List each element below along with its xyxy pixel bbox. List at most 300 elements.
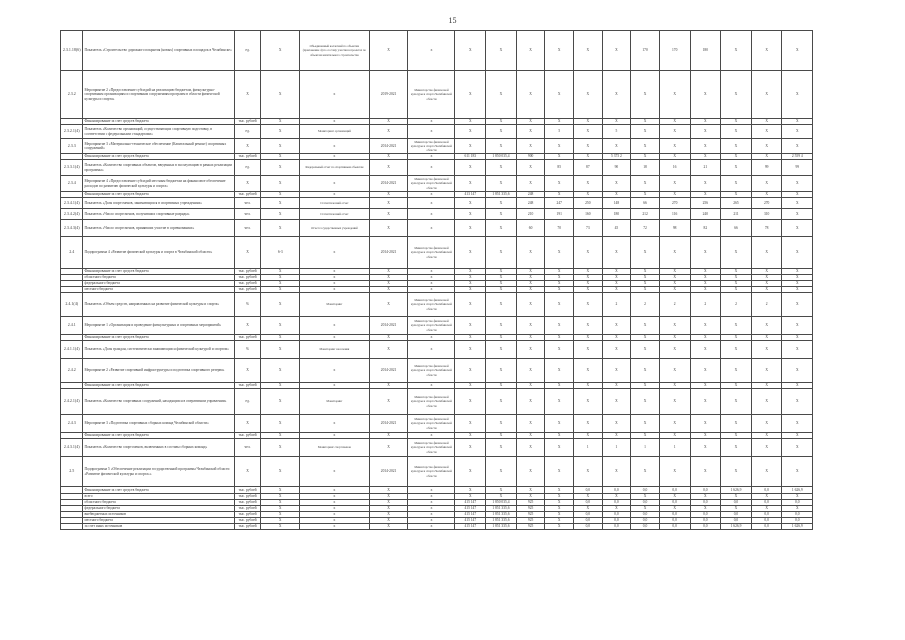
cell-c17: X xyxy=(721,125,752,139)
cell-c11: X xyxy=(545,439,574,457)
cell-c18: X xyxy=(751,433,782,439)
cell-c5: Статистический отчет xyxy=(300,209,370,220)
cell-c19: X xyxy=(782,335,813,341)
cell-c8: X xyxy=(455,383,486,389)
cell-c15: X xyxy=(659,457,690,487)
cell-c8: X xyxy=(455,293,486,317)
cell-c6: X xyxy=(369,119,408,125)
cell-c17: X xyxy=(721,71,752,119)
cell-c14: X xyxy=(631,335,660,341)
cell-c13: X xyxy=(602,433,631,439)
cell-c5: Объединенный коллегией по объектам (приложение 4) по составу участия в проектах по объектам капитального строительства xyxy=(300,31,370,71)
cell-c10: X xyxy=(516,494,545,500)
cell-c5: X xyxy=(300,457,370,487)
cell-c19: X xyxy=(782,494,813,500)
cell-unit: тыс. рублей xyxy=(234,383,261,389)
cell-c4: X xyxy=(261,512,300,518)
cell-c12: X xyxy=(574,494,603,500)
cell-c7: X xyxy=(408,154,455,160)
cell-unit: % xyxy=(234,341,261,359)
cell-num: 2.4.3.1(4) xyxy=(61,439,83,457)
cell-c9: X xyxy=(486,119,517,125)
cell-num: 2.3.3 xyxy=(61,139,83,154)
cell-c6: X xyxy=(369,269,408,275)
cell-c17: X xyxy=(721,433,752,439)
cell-c13: X xyxy=(602,383,631,389)
cell-c18: X xyxy=(751,119,782,125)
cell-c13: X xyxy=(602,317,631,335)
cell-c11: X xyxy=(545,487,574,494)
cell-c19: X xyxy=(782,119,813,125)
cell-text: Показатель «Количество спортивных объектов, введенных в эксплуатацию в рамках реализации программы» xyxy=(83,160,234,176)
cell-c5: X xyxy=(300,139,370,154)
cell-c13: 90 xyxy=(602,160,631,176)
cell-c10: X xyxy=(516,389,545,415)
cell-c9: X xyxy=(486,439,517,457)
cell-c11: X xyxy=(545,154,574,160)
cell-c15: X xyxy=(659,176,690,192)
cell-c14: X xyxy=(631,237,660,269)
cell-text: местного бюджета xyxy=(83,518,234,524)
cell-c13: 5 xyxy=(602,125,631,139)
cell-c17: X xyxy=(721,192,752,198)
cell-num: 2.4.1 xyxy=(61,317,83,335)
cell-c18: X xyxy=(751,125,782,139)
cell-c4: X xyxy=(261,209,300,220)
cell-c17: 265 xyxy=(721,198,752,209)
cell-c10: X xyxy=(516,31,545,71)
cell-c13: X xyxy=(602,71,631,119)
cell-c12: X xyxy=(574,154,603,160)
cell-c16: X xyxy=(690,457,721,487)
cell-c17: X xyxy=(721,154,752,160)
cell-c15: X xyxy=(659,506,690,512)
cell-c14: 0,0 xyxy=(631,487,660,494)
cell-c5: X xyxy=(300,287,370,293)
cell-c9: X xyxy=(486,281,517,287)
cell-c19: 0,0 xyxy=(782,512,813,518)
cell-c19: 99 xyxy=(782,160,813,176)
cell-c4: X xyxy=(261,457,300,487)
cell-c16: 0,0 xyxy=(690,487,721,494)
cell-c18: 0,0 xyxy=(751,524,782,530)
cell-c15: X xyxy=(659,71,690,119)
cell-c6: X xyxy=(369,220,408,237)
cell-c4: X xyxy=(261,494,300,500)
cell-c12: X xyxy=(574,287,603,293)
cell-c10: X xyxy=(516,335,545,341)
cell-c4: X xyxy=(261,71,300,119)
cell-c13: 45 xyxy=(602,220,631,237)
cell-c16: X xyxy=(690,415,721,433)
cell-c17: X xyxy=(721,269,752,275)
cell-c19: X xyxy=(782,506,813,512)
cell-unit: чел. xyxy=(234,209,261,220)
cell-c17: 66 xyxy=(721,220,752,237)
cell-c17: X xyxy=(721,139,752,154)
cell-unit: ед. xyxy=(234,31,261,71)
cell-c11: X xyxy=(545,506,574,512)
cell-c17: X xyxy=(721,317,752,335)
cell-unit: тыс. рублей xyxy=(234,154,261,160)
cell-c15: X xyxy=(659,415,690,433)
cell-c9: X xyxy=(486,220,517,237)
cell-c5: X xyxy=(300,433,370,439)
cell-c9: 1 851 335,6 xyxy=(486,518,517,524)
cell-c10: X xyxy=(516,119,545,125)
cell-c6: X xyxy=(369,125,408,139)
cell-c7: X xyxy=(408,192,455,198)
cell-text: Финансирование за счет средств бюджета xyxy=(83,487,234,494)
cell-unit: X xyxy=(234,139,261,154)
cell-c13: X xyxy=(602,506,631,512)
cell-c13: X xyxy=(602,341,631,359)
cell-c10: X xyxy=(516,176,545,192)
cell-text: Показатель «Количество спортсменов, включенных в составы сборных команд» xyxy=(83,439,234,457)
cell-c5: Федеральный отчет по спортивным объектам xyxy=(300,160,370,176)
table-row xyxy=(61,317,846,335)
cell-c4: X xyxy=(261,500,300,506)
cell-c4: X xyxy=(261,389,300,415)
cell-c17: X xyxy=(721,389,752,415)
cell-c6: X xyxy=(369,192,408,198)
cell-text: Показатель «Число спортсменов, получивших спортивные разряды» xyxy=(83,209,234,220)
cell-c14: 72 xyxy=(631,220,660,237)
cell-unit: тыс. рублей xyxy=(234,192,261,198)
cell-c16: 180 xyxy=(690,31,721,71)
cell-c19: X xyxy=(782,275,813,281)
cell-c15: 116 xyxy=(659,209,690,220)
page-number: 15 xyxy=(448,16,457,25)
cell-c4: 6-3 xyxy=(261,237,300,269)
cell-c12: 250 xyxy=(574,198,603,209)
cell-c19: X xyxy=(782,176,813,192)
cell-c15: X xyxy=(659,317,690,335)
cell-unit: тыс. рублей xyxy=(234,335,261,341)
cell-c14: X xyxy=(631,125,660,139)
cell-c15: 16 xyxy=(659,160,690,176)
cell-c4: X xyxy=(261,506,300,512)
cell-c7: X xyxy=(408,275,455,281)
cell-c12: X xyxy=(574,119,603,125)
cell-num: 2.4.2.1(4) xyxy=(61,389,83,415)
cell-c9: X xyxy=(486,341,517,359)
cell-c18: 0,0 xyxy=(751,512,782,518)
cell-c15: 98 xyxy=(659,220,690,237)
cell-num: 2.4.3 xyxy=(61,415,83,433)
cell-c12: 1 xyxy=(574,439,603,457)
cell-c7: X xyxy=(408,125,455,139)
cell-c17: X xyxy=(721,506,752,512)
cell-c9: X xyxy=(486,31,517,71)
cell-c11: X xyxy=(545,192,574,198)
cell-c6: X xyxy=(369,160,408,176)
cell-c18: X xyxy=(751,506,782,512)
cell-c9: X xyxy=(486,287,517,293)
cell-c15: X xyxy=(659,269,690,275)
cell-text: Показатель «Количество спортивных сооружений, находящихся в оперативном управлении» xyxy=(83,389,234,415)
cell-c14: X xyxy=(631,192,660,198)
cell-c19: X xyxy=(782,433,813,439)
cell-c4: X xyxy=(261,160,300,176)
cell-c4: X xyxy=(261,439,300,457)
cell-c9: X xyxy=(486,176,517,192)
cell-c12: X xyxy=(574,389,603,415)
cell-c14: 1 xyxy=(631,439,660,457)
table-row xyxy=(61,160,846,176)
cell-c19: 0,0 xyxy=(782,500,813,506)
cell-text: Подпрограмма 4 «Развитие физической культуры и спорта в Челябинской области» xyxy=(83,237,234,269)
cell-unit: X xyxy=(234,317,261,335)
cell-c7: X xyxy=(408,281,455,287)
cell-c9: X xyxy=(486,359,517,383)
cell-c6: X xyxy=(369,383,408,389)
cell-c12: X xyxy=(574,31,603,71)
cell-c17: X xyxy=(721,457,752,487)
cell-c5: Мониторинг организаций xyxy=(300,125,370,139)
cell-c7: X xyxy=(408,500,455,506)
cell-unit: X xyxy=(234,359,261,383)
cell-c16: X xyxy=(690,317,721,335)
cell-c4: X xyxy=(261,198,300,209)
cell-c18: X xyxy=(751,192,782,198)
cell-text: федерального бюджета xyxy=(83,281,234,287)
cell-c13: 0,0 xyxy=(602,512,631,518)
cell-c12: X xyxy=(574,269,603,275)
cell-unit: тыс. рублей xyxy=(234,281,261,287)
cell-unit: ед. xyxy=(234,389,261,415)
cell-c9: X xyxy=(486,383,517,389)
cell-c8: X xyxy=(455,433,486,439)
cell-c13: X xyxy=(602,192,631,198)
cell-c19: X xyxy=(782,209,813,220)
table-row xyxy=(61,220,846,237)
cell-c16: 0,0 xyxy=(690,500,721,506)
cell-c17: X xyxy=(721,237,752,269)
table-row xyxy=(61,125,846,139)
cell-text: Финансирование за счет средств бюджета xyxy=(83,335,234,341)
table-row xyxy=(61,209,846,220)
cell-unit: чел. xyxy=(234,220,261,237)
cell-c16: X xyxy=(690,433,721,439)
cell-c5: X xyxy=(300,487,370,494)
table-row xyxy=(61,341,846,359)
cell-c14: 170 xyxy=(631,31,660,71)
cell-c16: X xyxy=(690,71,721,119)
cell-c10: X xyxy=(516,275,545,281)
cell-c10: 60 xyxy=(516,220,545,237)
cell-c9: X xyxy=(486,139,517,154)
cell-c9: X xyxy=(486,415,517,433)
cell-c10: 925 xyxy=(516,518,545,524)
cell-c18: X xyxy=(751,281,782,287)
cell-c5: Мониторинг населения xyxy=(300,341,370,359)
cell-c4: X xyxy=(261,524,300,530)
cell-c7: Министерство физической культуры и спорта Челябинской области xyxy=(408,71,455,119)
cell-num xyxy=(61,487,83,494)
cell-c14: X xyxy=(631,154,660,160)
cell-c16: X xyxy=(690,341,721,359)
cell-c14: X xyxy=(631,269,660,275)
cell-c15: X xyxy=(659,154,690,160)
cell-c18: X xyxy=(751,237,782,269)
cell-c17: X xyxy=(721,335,752,341)
cell-c13: X xyxy=(602,494,631,500)
cell-c10: X xyxy=(516,457,545,487)
cell-c17: X xyxy=(721,341,752,359)
cell-num: 2.4 xyxy=(61,237,83,269)
cell-text: Показатель «Доля спортсменов, занимающихся в спортивных учреждениях» xyxy=(83,198,234,209)
cell-c8: X xyxy=(455,220,486,237)
cell-c4: X xyxy=(261,220,300,237)
cell-c8: X xyxy=(455,125,486,139)
cell-unit: тыс. рублей xyxy=(234,269,261,275)
cell-c14: X xyxy=(631,457,660,487)
cell-c16: X xyxy=(690,275,721,281)
cell-c4: X xyxy=(261,433,300,439)
cell-c10: 925 xyxy=(516,512,545,518)
cell-c14: X xyxy=(631,317,660,335)
cell-text: Мероприятие 1 «Организация и проведение физкультурных и спортивных мероприятий» xyxy=(83,317,234,335)
cell-c6: 2014-2021 xyxy=(369,139,408,154)
cell-c14: X xyxy=(631,119,660,125)
cell-c9: X xyxy=(486,433,517,439)
cell-c13: X xyxy=(602,31,631,71)
cell-c13: X xyxy=(602,237,631,269)
cell-c16: X xyxy=(690,383,721,389)
cell-c12: 0,0 xyxy=(574,524,603,530)
cell-c10: X xyxy=(516,281,545,287)
table-row xyxy=(61,198,846,209)
cell-c13: 148 xyxy=(602,198,631,209)
cell-c7: X xyxy=(408,119,455,125)
cell-c15: 1 xyxy=(659,439,690,457)
cell-c9: X xyxy=(486,457,517,487)
cell-unit: X xyxy=(234,176,261,192)
cell-c17: X xyxy=(721,176,752,192)
cell-c13: X xyxy=(602,457,631,487)
cell-c16: X xyxy=(690,176,721,192)
cell-c7: Министерство физической культуры и спорта Челябинской области xyxy=(408,293,455,317)
cell-c18: 0,0 xyxy=(751,487,782,494)
cell-c12: X xyxy=(574,341,603,359)
cell-c12: X xyxy=(574,383,603,389)
cell-c11: X xyxy=(545,494,574,500)
cell-c15: 0,0 xyxy=(659,512,690,518)
table-row xyxy=(61,415,846,433)
cell-c8: X xyxy=(455,439,486,457)
cell-c5: X xyxy=(300,281,370,287)
cell-c19: X xyxy=(782,293,813,317)
cell-c11: 5 xyxy=(545,125,574,139)
cell-c5: X xyxy=(300,269,370,275)
table-row xyxy=(61,487,846,494)
cell-c4: X xyxy=(261,341,300,359)
cell-c10: 925 xyxy=(516,500,545,506)
cell-c12: X xyxy=(574,139,603,154)
cell-c11: X xyxy=(545,293,574,317)
cell-c16: X xyxy=(690,287,721,293)
table-row xyxy=(61,524,846,530)
cell-c12: X xyxy=(574,192,603,198)
cell-c6: X xyxy=(369,512,408,518)
cell-c6: X xyxy=(369,389,408,415)
cell-text: внебюджетных источников xyxy=(83,512,234,518)
cell-c19: X xyxy=(782,439,813,457)
cell-c15: X xyxy=(659,341,690,359)
cell-c12: 0,0 xyxy=(574,500,603,506)
cell-c10: X xyxy=(516,71,545,119)
cell-unit: % xyxy=(234,293,261,317)
cell-c18: 2 xyxy=(751,293,782,317)
cell-c5: X xyxy=(300,119,370,125)
cell-c14: X xyxy=(631,506,660,512)
cell-c5: X xyxy=(300,317,370,335)
cell-c11: X xyxy=(545,281,574,287)
table-body xyxy=(61,31,846,530)
cell-c19: X xyxy=(782,139,813,154)
cell-num: 2.4.1.1(4) xyxy=(61,341,83,359)
cell-c9: X xyxy=(486,269,517,275)
cell-c13: 180 xyxy=(602,209,631,220)
cell-c19: X xyxy=(782,31,813,71)
table-row xyxy=(61,359,846,383)
cell-c13: 1 xyxy=(602,439,631,457)
cell-text: Подпрограмма 5 «Обеспечение реализации государственной программы Челябинской области «Развитие физической культуры и спорта»» xyxy=(83,457,234,487)
cell-c11: X xyxy=(545,287,574,293)
cell-c4: X xyxy=(261,125,300,139)
cell-c4: X xyxy=(261,487,300,494)
cell-c16: 21 xyxy=(690,160,721,176)
cell-c11: X xyxy=(545,415,574,433)
cell-c7: Министерство физической культуры и спорта Челябинской области xyxy=(408,317,455,335)
cell-c7: X xyxy=(408,512,455,518)
cell-c15: 0,0 xyxy=(659,524,690,530)
cell-text: Мероприятие 2 «Предоставление субсидий на реализацию бюджетам, физкультурно-спортивным организациям и спортивным сооружениям программ в области физической культуры и спорта» xyxy=(83,71,234,119)
table-row xyxy=(61,389,846,415)
cell-unit: чел. xyxy=(234,439,261,457)
cell-c6: X xyxy=(369,500,408,506)
cell-unit: чел. xyxy=(234,198,261,209)
cell-c4: X xyxy=(261,119,300,125)
table-row xyxy=(61,237,846,269)
cell-c12: 0,0 xyxy=(574,518,603,524)
cell-c18: X xyxy=(751,71,782,119)
cell-c19: 0,0 xyxy=(782,518,813,524)
cell-c15: X xyxy=(659,119,690,125)
cell-c15: X xyxy=(659,494,690,500)
cell-num: 2.3.4 xyxy=(61,176,83,192)
cell-c15: 0,0 xyxy=(659,487,690,494)
cell-c11: X xyxy=(545,341,574,359)
cell-c17: 0,0 xyxy=(721,512,752,518)
cell-c9: X xyxy=(486,198,517,209)
cell-c11: X xyxy=(545,389,574,415)
cell-c15: 170 xyxy=(659,31,690,71)
cell-c12: 0,0 xyxy=(574,512,603,518)
cell-c9: 1 851 335,6 xyxy=(486,512,517,518)
cell-c14: X xyxy=(631,176,660,192)
cell-c13: X xyxy=(602,139,631,154)
cell-text: Финансирование за счет средств бюджета xyxy=(83,269,234,275)
cell-c7: Министерство физической культуры и спорта Челябинской области xyxy=(408,457,455,487)
cell-c11: X xyxy=(545,139,574,154)
cell-c18: 99 xyxy=(751,160,782,176)
cell-c14: X xyxy=(631,275,660,281)
cell-c6: X xyxy=(369,293,408,317)
cell-c17: X xyxy=(721,494,752,500)
cell-c18: X xyxy=(751,31,782,71)
